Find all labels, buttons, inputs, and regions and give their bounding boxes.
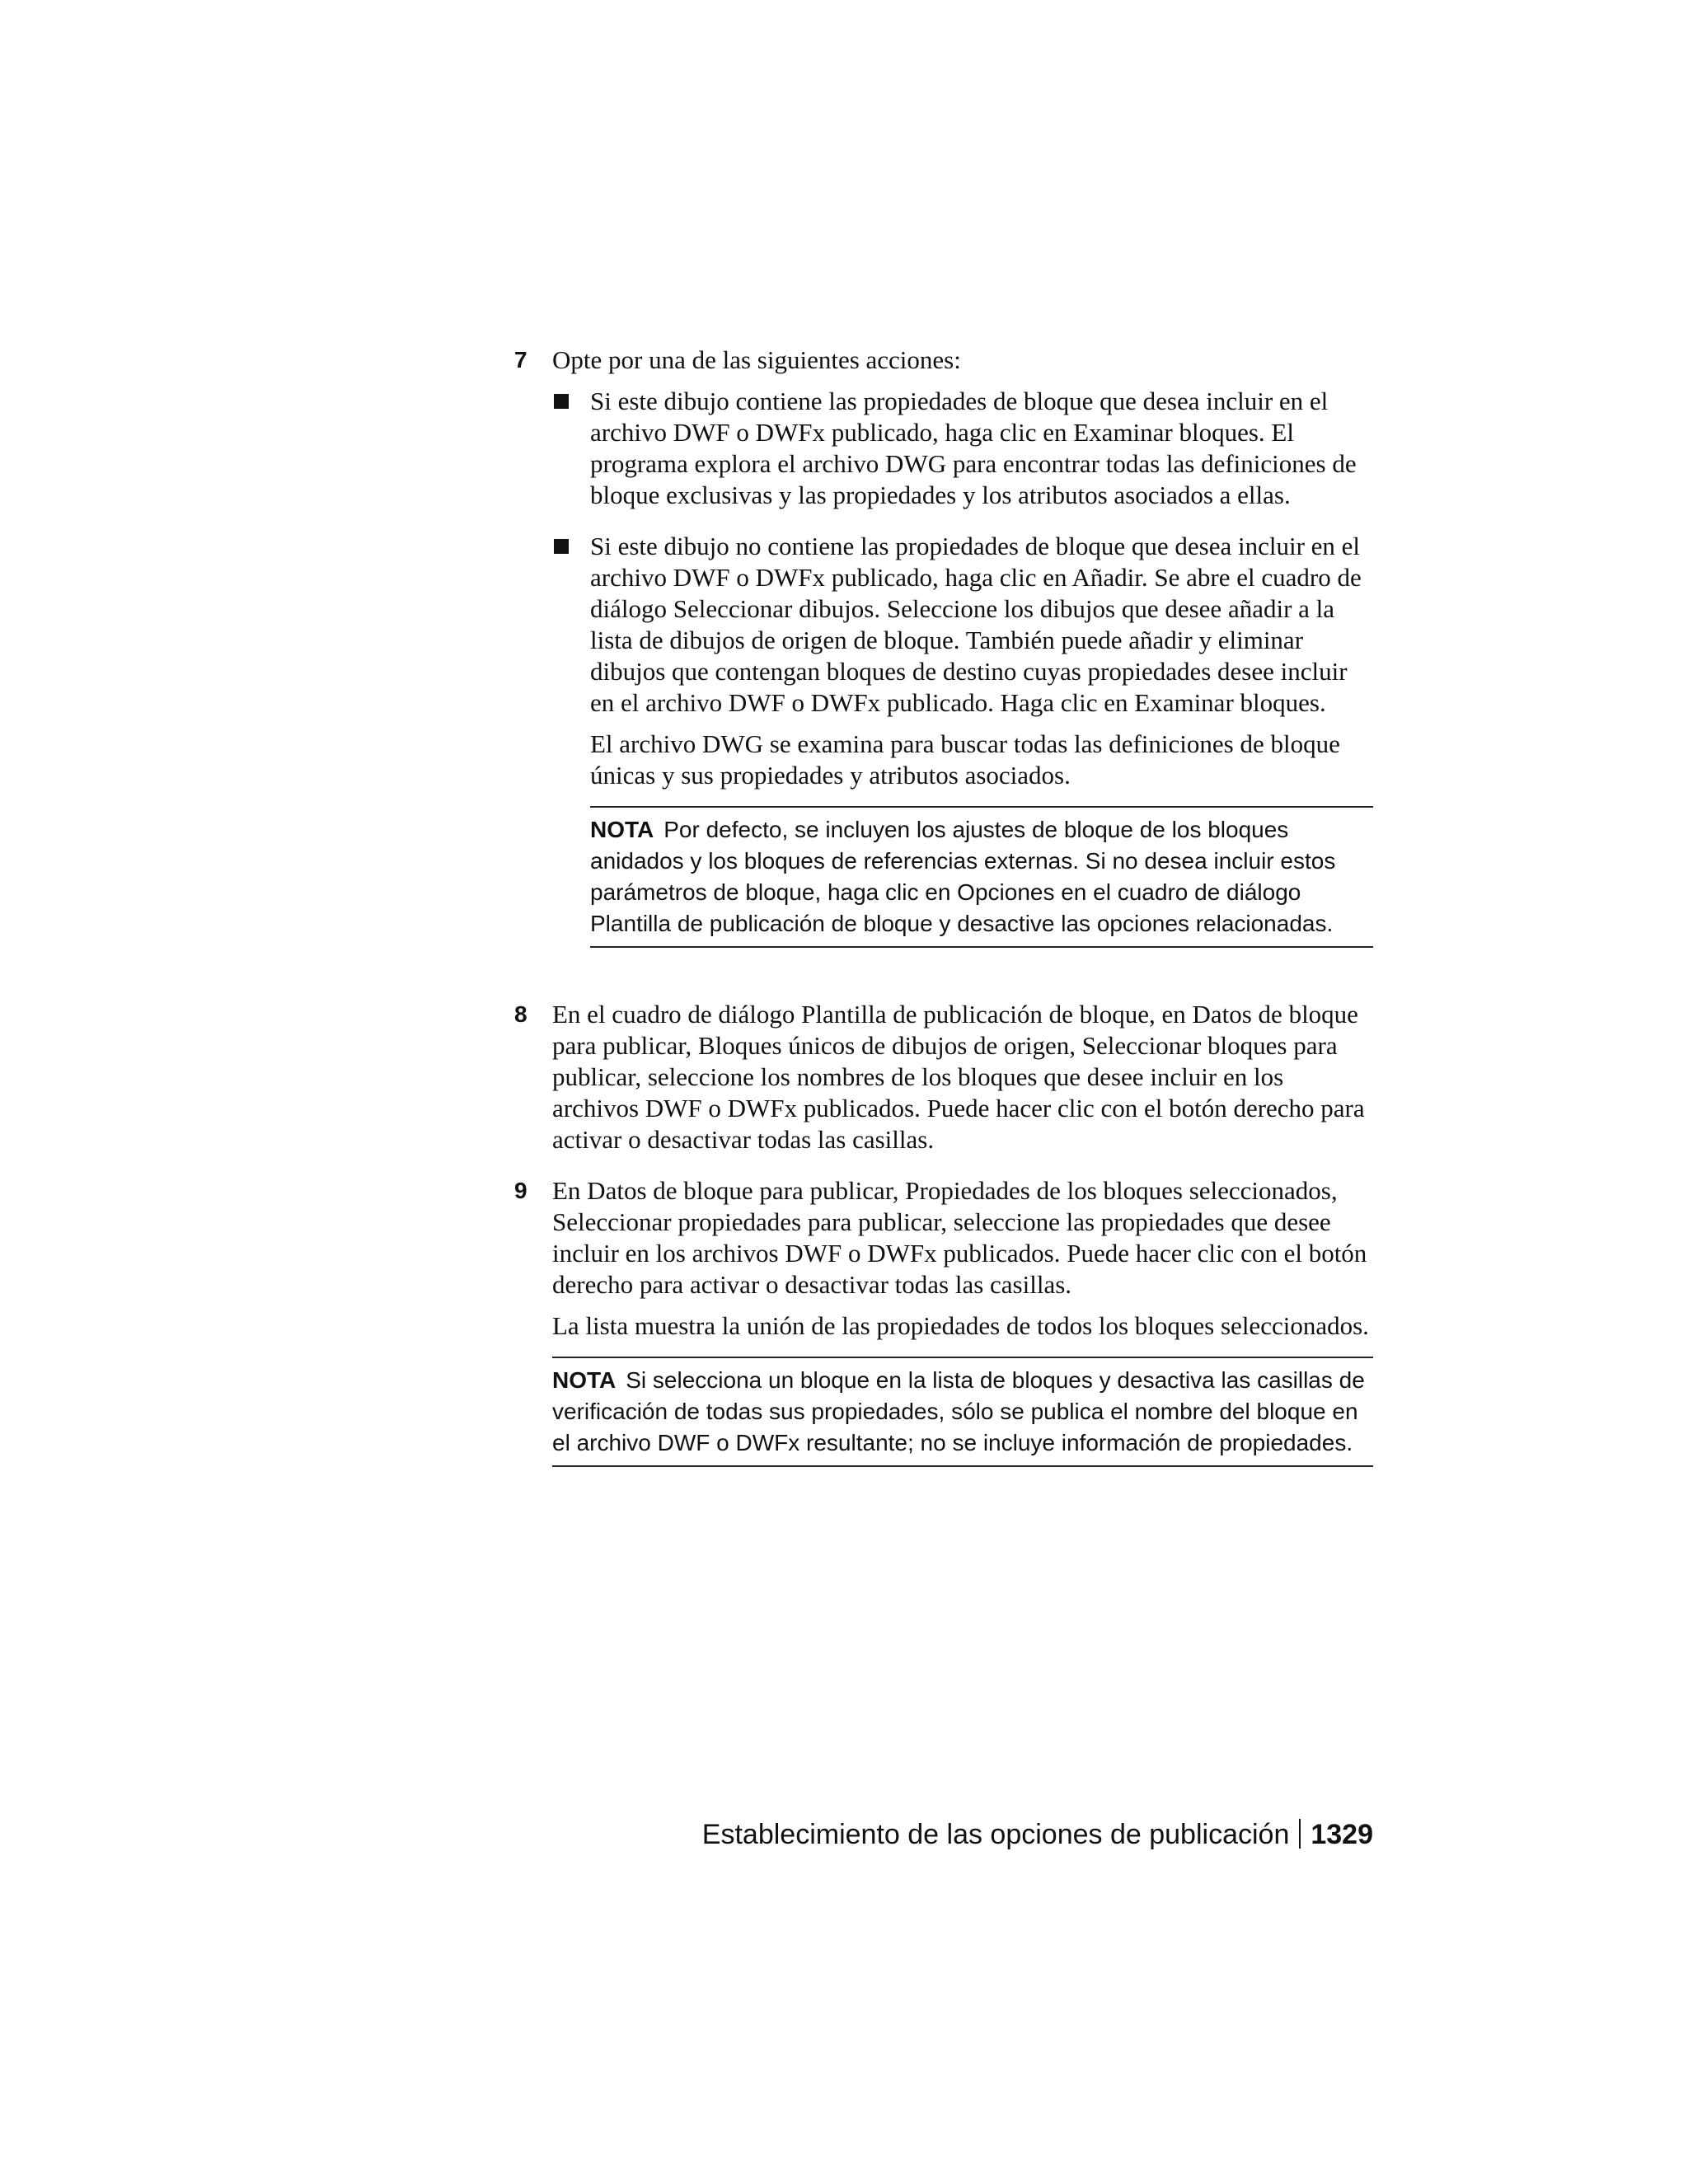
step-8 bbox=[514, 999, 1373, 1155]
bullet-item bbox=[552, 386, 1373, 511]
note-box bbox=[590, 806, 1373, 948]
square-bullet-icon bbox=[554, 394, 569, 409]
step-paragraph: En Datos de bloque para publicar, Propiedades de los bloques seleccionados, Seleccionar propiedades para publicar, seleccione las propiedades que desee incluir en los archivos DWF o DWFx publicados. Puede hacer clic con el botón derecho para activar o desactivar todas las casillas. bbox=[552, 1176, 1367, 1299]
page-number: 1329 bbox=[1311, 1819, 1373, 1850]
step-paragraph: La lista muestra la unión de las propiedades de todos los bloques seleccionados. bbox=[552, 1311, 1369, 1340]
page-footer bbox=[702, 1816, 1373, 1853]
bullet-item bbox=[552, 531, 1373, 948]
square-bullet-icon bbox=[554, 539, 569, 554]
bullet-list bbox=[552, 386, 1373, 948]
step-intro: Opte por una de las siguientes acciones: bbox=[552, 345, 961, 374]
bullet-paragraph: Si este dibujo contiene las propiedades de bloque que desea incluir en el archivo DWF o DWFx publicado, haga clic en Examinar bloques. El programa explora el archivo DWG para encontrar todas las definiciones de bloque exclusivas y las propiedades y los atributos asociados a ellas. bbox=[590, 387, 1357, 509]
step-7 bbox=[514, 344, 1373, 948]
note-label: NOTA bbox=[552, 1367, 617, 1393]
note-label: NOTA bbox=[590, 817, 654, 842]
step-paragraph: En el cuadro de diálogo Plantilla de publicación de bloque, en Datos de bloque para publicar, Bloques únicos de dibujos de origen, Seleccionar bloques para publicar, seleccione los nombres de los bloques que desee incluir en los archivos DWF o DWFx publicados. Puede hacer clic con el botón derecho para activar o desactivar todas las casillas. bbox=[552, 1000, 1365, 1154]
page-body bbox=[514, 344, 1373, 1467]
step-9 bbox=[514, 1175, 1373, 1467]
note-box bbox=[552, 1357, 1373, 1467]
footer-section-title: Establecimiento de las opciones de publicación bbox=[701, 1819, 1290, 1850]
bullet-paragraph: El archivo DWG se examina para buscar todas las definiciones de bloque únicas y sus propiedades y atributos asociados. bbox=[590, 729, 1340, 790]
step-number: 8 bbox=[514, 1001, 528, 1027]
step-number: 9 bbox=[514, 1178, 528, 1203]
step-number: 7 bbox=[514, 347, 528, 373]
footer-divider bbox=[1299, 1819, 1301, 1849]
bullet-paragraph: Si este dibujo no contiene las propiedades de bloque que desea incluir en el archivo DWF o DWFx publicado, haga clic en Añadir. Se abre el cuadro de diálogo Seleccionar dibujos. Seleccione los dibujos que desee añadir a la lista de dibujos de origen de bloque. También puede añadir y eliminar dibujos que contengan bloques de destino cuyas propiedades desee incluir en el archivo DWF o DWFx publicado. Haga clic en Examinar bloques. bbox=[590, 532, 1362, 717]
note-text: Si selecciona un bloque en la lista de bloques y desactiva las casillas de verificación de todas sus propiedades, sólo se publica el nombre del bloque en el archivo DWF o DWFx resultante; no se incluye información de propiedades. bbox=[552, 1367, 1365, 1455]
note-text: Por defecto, se incluyen los ajustes de bloque de los bloques anidados y los bloques de referencias externas. Si no desea incluir estos parámetros de bloque, haga clic en Opciones en el cuadro de diálogo Plantilla de publicación de bloque y desactive las opciones relacionadas. bbox=[590, 817, 1336, 936]
